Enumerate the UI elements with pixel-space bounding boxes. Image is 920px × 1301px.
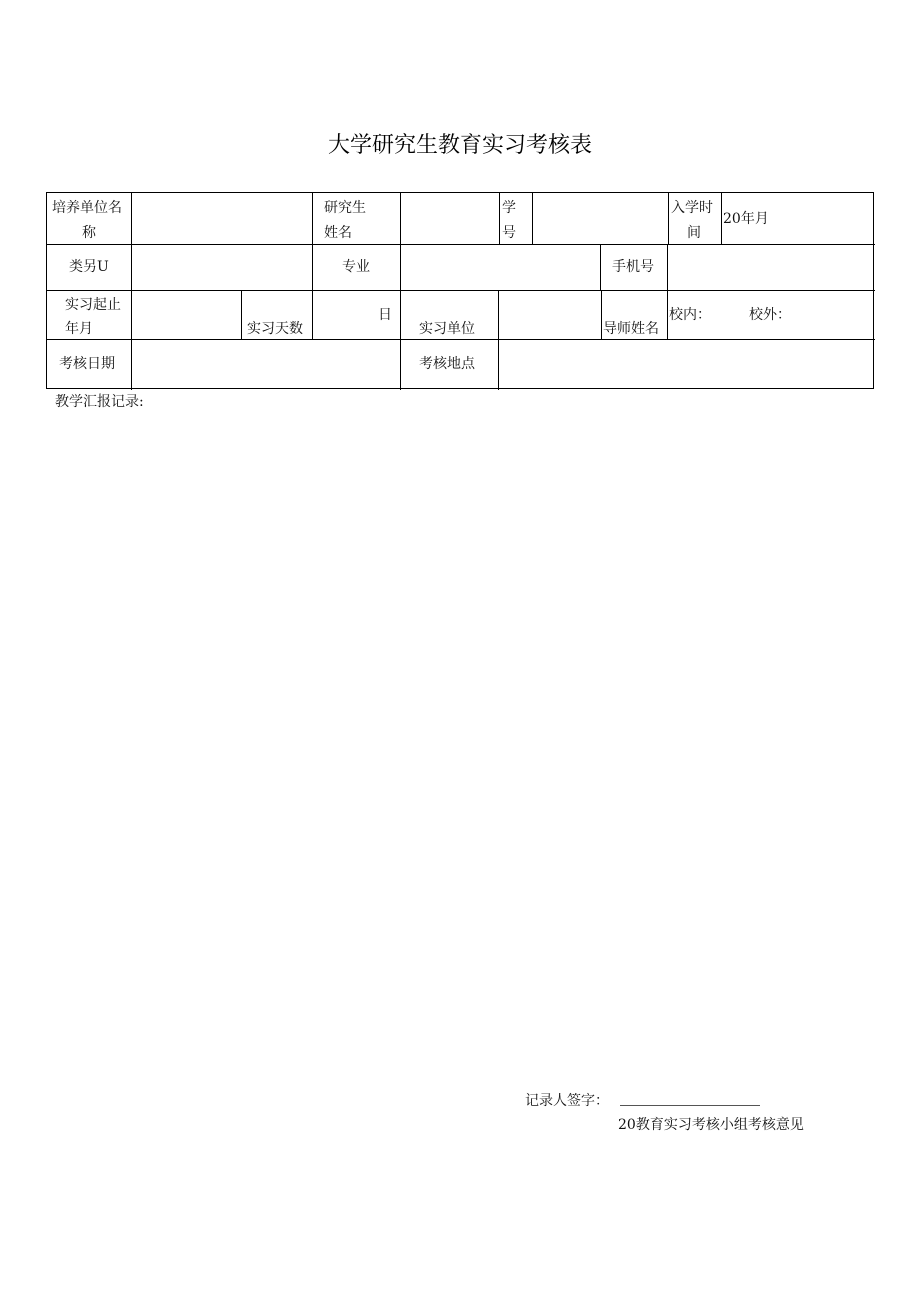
col-divider <box>400 290 401 339</box>
page-title: 大学研究生教育实习考核表 <box>327 133 592 158</box>
col-divider <box>400 339 401 390</box>
row-divider <box>47 244 875 245</box>
phone-label: 手机号 <box>612 259 654 275</box>
assessment-opinion-label: 20教育实习考核小组考核意见 <box>618 1117 804 1133</box>
training-unit-label-line2: 称 <box>82 225 96 241</box>
advisor-outside-label: 校外： <box>749 307 791 323</box>
period-label-line1: 实习起止 <box>65 297 121 313</box>
teaching-report-label: 教学汇报记录: <box>55 394 144 410</box>
advisor-name-label: 导师姓名 <box>603 321 659 337</box>
student-id-label-line2: 号 <box>502 225 516 241</box>
enroll-time-label-line2: 间 <box>687 225 701 241</box>
col-divider <box>400 244 401 290</box>
student-name-label-line2: 姓名 <box>324 225 352 241</box>
col-divider <box>667 290 668 339</box>
assessment-date-label: 考核日期 <box>59 356 115 372</box>
period-label-line2: 年月 <box>65 321 93 337</box>
assessment-table <box>46 192 874 389</box>
major-label: 专业 <box>342 259 370 275</box>
col-divider <box>312 244 313 290</box>
col-divider <box>400 193 401 244</box>
recorder-signature-label: 记录人签字： <box>525 1093 609 1109</box>
col-divider <box>131 193 132 244</box>
col-divider <box>600 244 601 290</box>
col-divider <box>131 244 132 290</box>
col-divider <box>667 244 668 290</box>
signature-line <box>620 1105 760 1106</box>
category-label: 类另U <box>69 259 109 275</box>
enroll-time-label-line1: 入学时 <box>671 200 713 216</box>
enroll-time-value: 20年月 <box>723 211 769 227</box>
col-divider <box>668 193 669 244</box>
col-divider <box>131 339 132 390</box>
col-divider <box>312 193 313 244</box>
col-divider <box>498 339 499 390</box>
assessment-place-label: 考核地点 <box>419 356 475 372</box>
training-unit-label-line1: 培养单位名 <box>52 200 122 216</box>
col-divider <box>499 193 500 244</box>
intern-days-label: 实习天数 <box>247 321 303 337</box>
student-id-label-line1: 学 <box>502 200 516 216</box>
col-divider <box>601 290 602 339</box>
col-divider <box>498 290 499 339</box>
col-divider <box>241 290 242 339</box>
col-divider <box>312 290 313 339</box>
row-divider <box>47 290 875 291</box>
intern-unit-label: 实习单位 <box>419 321 475 337</box>
col-divider <box>131 290 132 339</box>
col-divider <box>532 193 533 244</box>
student-name-label-line1: 研究生 <box>324 200 366 216</box>
col-divider <box>721 193 722 244</box>
day-unit: 日 <box>378 307 392 323</box>
advisor-inside-label: 校内： <box>669 307 711 323</box>
